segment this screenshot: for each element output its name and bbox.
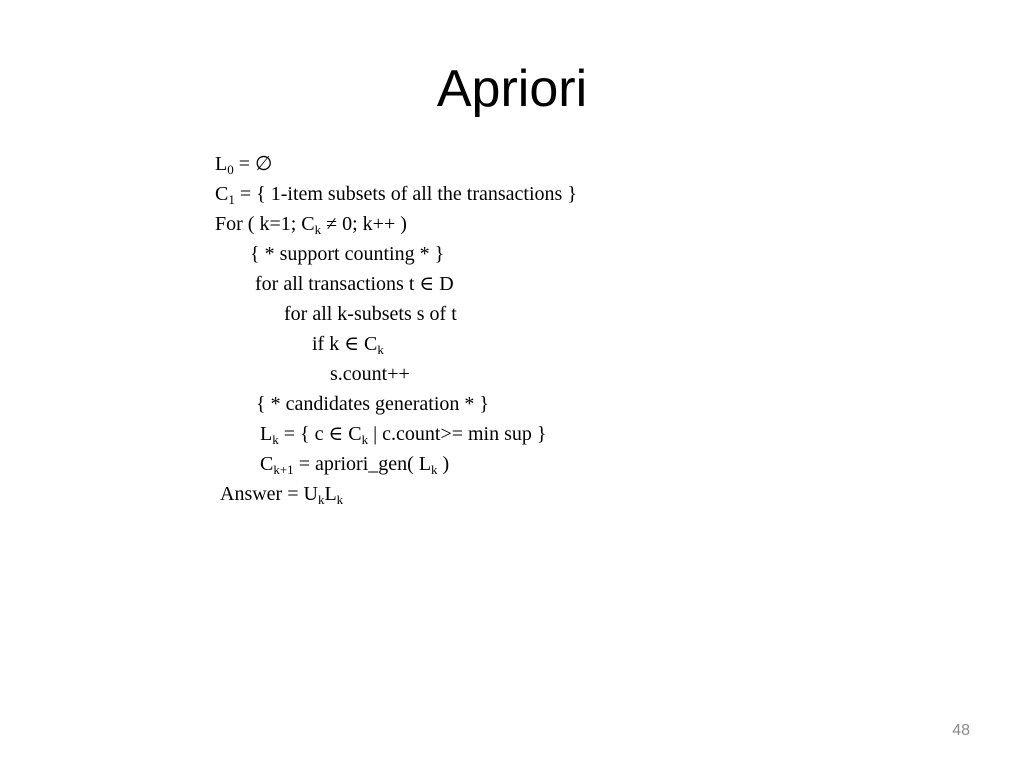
code-text: = { c ∈ C xyxy=(278,423,362,445)
pseudocode-line-c1-init xyxy=(215,180,577,208)
pseudocode-line-for-loop xyxy=(215,210,407,238)
pseudocode-line-lk-assign xyxy=(260,420,547,448)
subscript: k xyxy=(336,492,344,507)
subscript: k xyxy=(314,222,322,237)
code-text: = { 1-item subsets of all the transactions } xyxy=(234,183,577,205)
code-text: ≠ 0; k++ ) xyxy=(321,213,407,235)
code-text: For ( k=1; C xyxy=(215,213,315,235)
subscript: k xyxy=(431,462,438,477)
code-text: = ∅ xyxy=(233,153,273,175)
subscript: k xyxy=(272,432,279,447)
code-text: for all transactions t ∈ D xyxy=(255,273,454,295)
pseudocode-line-answer xyxy=(220,480,343,508)
code-text: Answer = U xyxy=(220,483,318,505)
code-text: L xyxy=(324,483,337,505)
code-text: for all k-subsets s of t xyxy=(284,303,457,325)
code-text: s.count++ xyxy=(330,363,410,385)
code-text: C xyxy=(260,453,274,475)
code-text: | c.count>= min sup } xyxy=(368,423,547,445)
pseudocode-line-candidates-comment xyxy=(256,390,489,418)
pseudocode-line-l0-init xyxy=(215,150,272,178)
subscript: 1 xyxy=(228,192,235,207)
pseudocode-line-support-comment xyxy=(250,240,444,268)
pseudocode-line-count-inc xyxy=(330,360,410,388)
pseudocode-line-for-subsets xyxy=(284,300,457,328)
subscript: k xyxy=(361,432,369,447)
pseudocode-line-for-transactions xyxy=(255,270,454,298)
subscript: k xyxy=(317,492,325,507)
code-text: ) xyxy=(437,453,450,475)
code-text: { * support counting * } xyxy=(250,243,445,265)
code-text: C xyxy=(215,183,229,205)
subscript: 0 xyxy=(227,162,234,177)
pseudocode-line-ck1-assign xyxy=(260,450,449,478)
code-text: = apriori_gen( L xyxy=(293,453,432,475)
page-number: 48 xyxy=(952,722,970,739)
code-text: L xyxy=(215,153,228,175)
pseudocode-line-if-in-ck xyxy=(312,330,384,358)
subscript: k+1 xyxy=(273,462,294,477)
slide-title: Apriori xyxy=(436,60,588,118)
code-text: if k ∈ C xyxy=(312,333,378,355)
code-text: L xyxy=(260,423,273,445)
code-text: { * candidates generation * } xyxy=(256,393,490,415)
pseudocode-block xyxy=(0,150,1024,530)
subscript: k xyxy=(377,342,384,357)
